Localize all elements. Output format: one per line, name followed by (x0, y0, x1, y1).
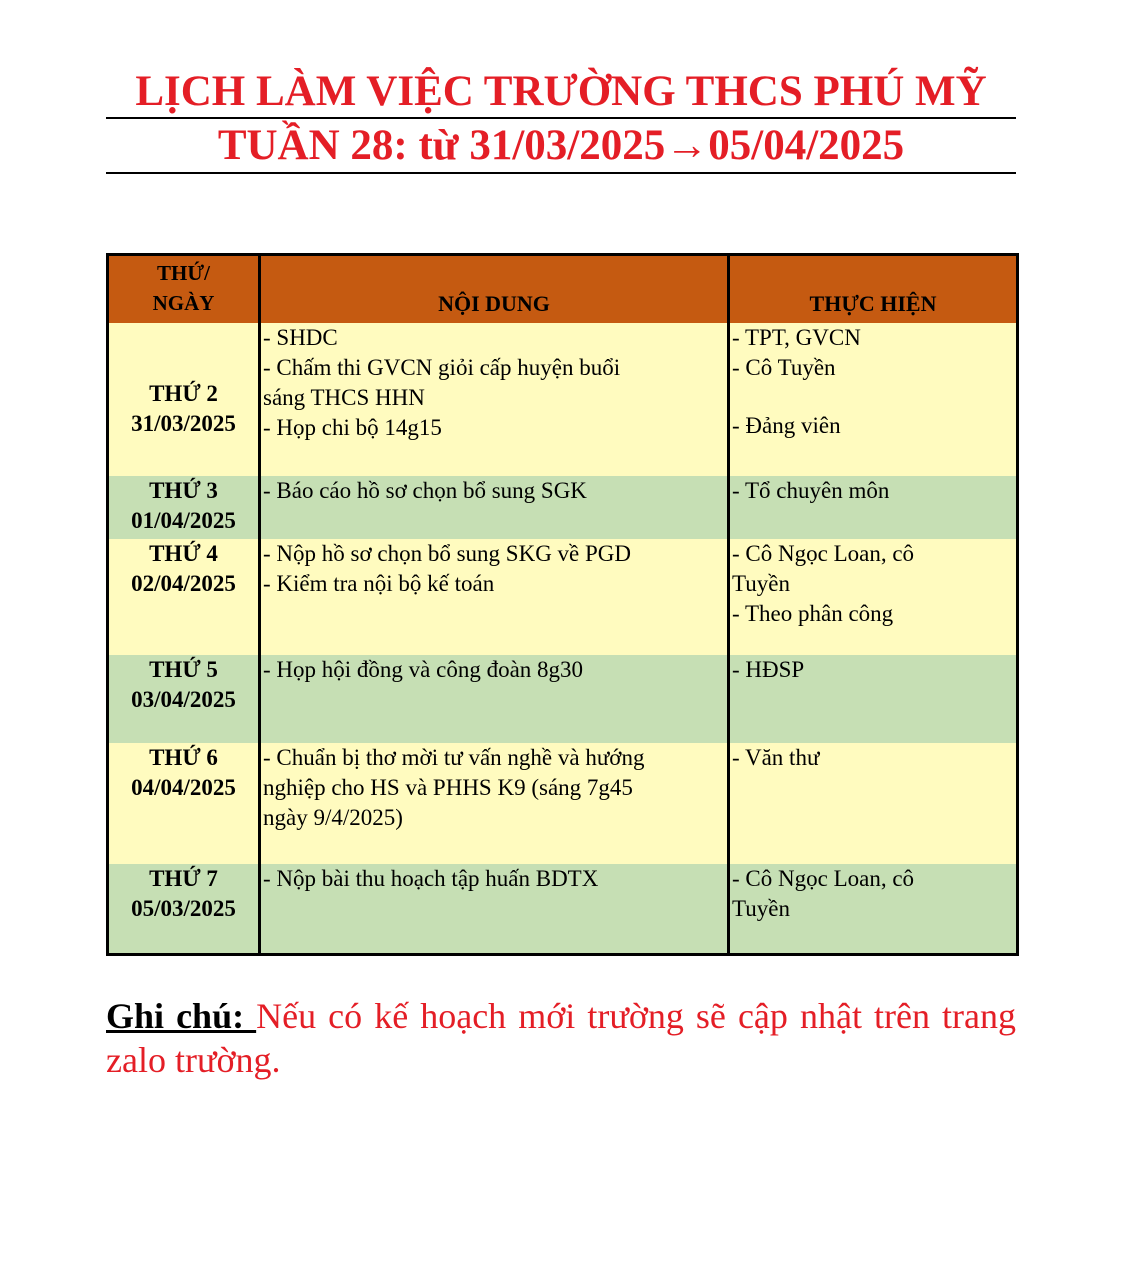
performer-line: Tuyền (732, 896, 790, 921)
content-line: - Báo cáo hồ sơ chọn bổ sung SGK (263, 478, 587, 503)
title-divider (106, 117, 1016, 119)
performer-cell (729, 476, 1018, 539)
footnote (106, 994, 1016, 1082)
content-line: - SHDC (263, 325, 338, 350)
table-row (108, 323, 1018, 476)
table-row (108, 539, 1018, 655)
day-cell (108, 539, 260, 655)
performer-cell (729, 539, 1018, 655)
day-cell (108, 655, 260, 743)
day-label: THỨ 2 (149, 381, 218, 406)
content-line: - Chuẩn bị thơ mời tư vấn nghề và hướng (263, 745, 645, 770)
date-label: 01/04/2025 (131, 508, 236, 533)
table-row (108, 476, 1018, 539)
day-cell (108, 743, 260, 864)
table-row (108, 864, 1018, 954)
schedule-table (106, 253, 1019, 956)
performer-cell (729, 743, 1018, 864)
column-header-day (108, 255, 260, 324)
performer-line: - Cô Tuyền (732, 355, 836, 380)
content-cell (260, 864, 729, 954)
performer-line: Tuyền (732, 571, 790, 596)
performer-line: - TPT, GVCN (732, 325, 861, 350)
content-line: - Chấm thi GVCN giỏi cấp huyện buổi (263, 355, 621, 380)
day-label: THỨ 3 (149, 478, 218, 503)
week-subtitle: TUẦN 28: từ 31/03/2025→05/04/2025 (217, 122, 905, 169)
performer-line: - Theo phân công (732, 601, 894, 626)
content-cell (260, 539, 729, 655)
subtitle-divider (106, 172, 1016, 174)
day-label: THỨ 4 (149, 541, 218, 566)
performer-line: - Tổ chuyên môn (732, 478, 890, 503)
performer-cell (729, 864, 1018, 954)
footnote-text: Nếu có kế hoạch mới trường sẽ cập nhật trên trang zalo trường. (106, 996, 1016, 1080)
content-line: - Kiểm tra nội bộ kế toán (263, 571, 495, 596)
date-label: 02/04/2025 (131, 571, 236, 596)
performer-cell (729, 323, 1018, 476)
column-header-day-line2: NGÀY (152, 291, 215, 315)
date-label: 31/03/2025 (131, 411, 236, 436)
content-cell (260, 323, 729, 476)
content-line: nghiệp cho HS và PHHS K9 (sáng 7g45 (263, 775, 633, 800)
performer-line: - HĐSP (732, 657, 805, 682)
content-line: - Nộp hồ sơ chọn bổ sung SKG về PGD (263, 541, 632, 566)
date-label: 03/04/2025 (131, 687, 236, 712)
day-label: THỨ 5 (149, 657, 218, 682)
spacer (732, 383, 1016, 411)
table-row (108, 743, 1018, 864)
day-cell (108, 323, 260, 476)
column-header-day-line1: THỨ/ (157, 261, 210, 285)
table-header-row (108, 255, 1018, 324)
column-header-performer: THỰC HIỆN (729, 255, 1018, 324)
day-label: THỨ 6 (149, 745, 218, 770)
column-header-content: NỘI DUNG (260, 255, 729, 324)
content-line: ngày 9/4/2025) (263, 805, 403, 830)
content-line: - Nộp bài thu hoạch tập huấn BDTX (263, 866, 599, 891)
footnote-label: Ghi chú: (106, 996, 257, 1036)
date-label: 05/03/2025 (131, 896, 236, 921)
content-cell (260, 655, 729, 743)
content-cell (260, 743, 729, 864)
content-line: - Họp hội đồng và công đoàn 8g30 (263, 657, 584, 682)
content-line: - Họp chi bộ 14g15 (263, 415, 442, 440)
date-label: 04/04/2025 (131, 775, 236, 800)
day-label: THỨ 7 (149, 866, 218, 891)
performer-line: - Văn thư (732, 745, 820, 770)
table-row (108, 655, 1018, 743)
performer-cell (729, 655, 1018, 743)
page-title: LỊCH LÀM VIỆC TRƯỜNG THCS PHÚ MỸ (135, 68, 987, 115)
day-cell (108, 476, 260, 539)
performer-line: - Cô Ngọc Loan, cô (732, 541, 915, 566)
performer-line: - Cô Ngọc Loan, cô (732, 866, 915, 891)
day-cell (108, 864, 260, 954)
content-line: sáng THCS HHN (263, 385, 425, 410)
content-cell (260, 476, 729, 539)
performer-line: - Đảng viên (732, 413, 841, 438)
